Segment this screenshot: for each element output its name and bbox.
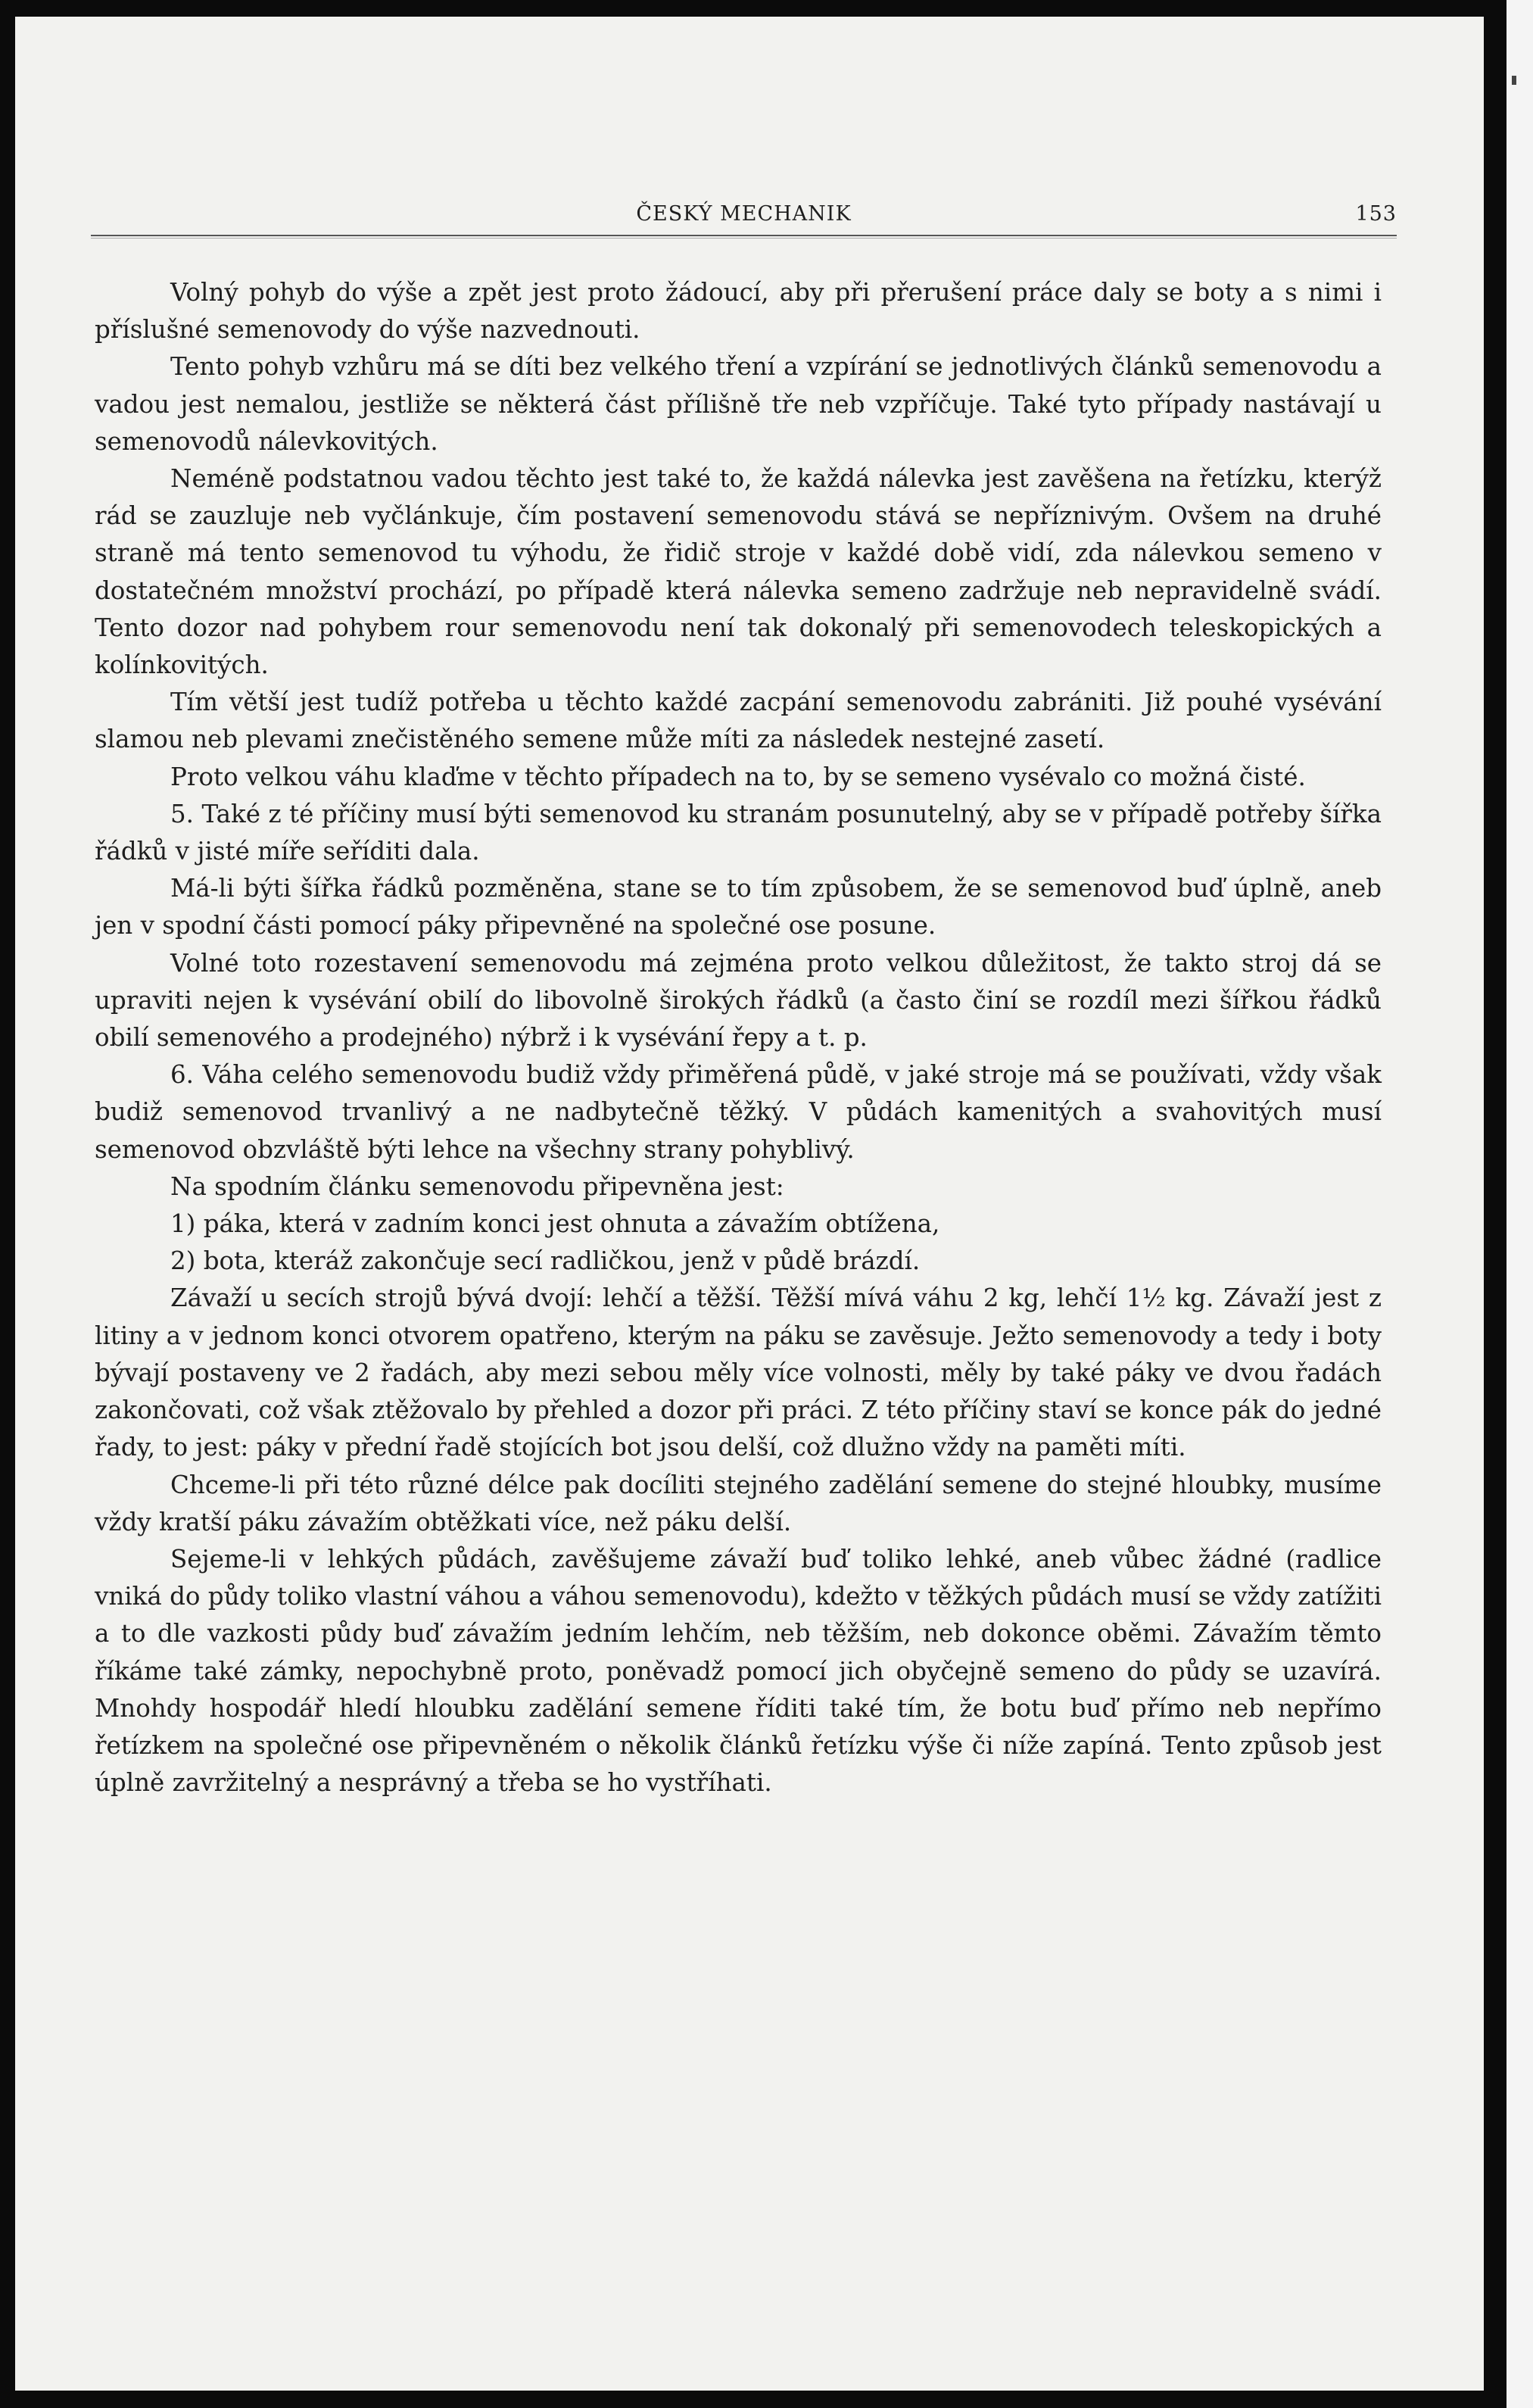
list-item: 2) bota, kteráž zakončuje secí radličkou, jenž v půdě brázdí.: [170, 1246, 921, 1276]
scan-edge: [1507, 0, 1533, 2408]
book-page: [15, 17, 1484, 2391]
header-rule: [91, 235, 1397, 239]
scan-speck: [1512, 76, 1516, 85]
paragraph: Volný pohyb do výše a zpět jest proto žádoucí, aby při přerušení práce daly se boty a s nimi i příslušné semenovody do výše nazvednouti.: [95, 278, 1382, 345]
paragraph: Má-li býti šířka řádků pozměněna, stane se to tím způsobem, že se semenovod buď úplně, aneb jen v spodní části pomocí páky připevněné na společné ose posune.: [95, 874, 1382, 940]
paragraph: 5. Také z té příčiny musí býti semenovod ku stranám posunutelný, aby se v případě potřeby šířka řádků v jisté míře seříditi dala.: [95, 799, 1382, 866]
paragraph: Proto velkou váhu klaďme v těchto případech na to, by se semeno vysévalo co možná čisté.: [170, 762, 1306, 791]
list-item: 1) páka, která v zadním konci jest ohnuta a závažím obtížena,: [170, 1209, 940, 1239]
page-number: 153: [1355, 202, 1397, 226]
running-title: ČESKÝ MECHANIK: [636, 202, 852, 226]
paragraph: Tím větší jest tudíž potřeba u těchto každé zacpání semenovodu zabrániti. Již pouhé vysévání slamou neb plevami znečistěného semene může míti za následek nestejné zasetí.: [95, 688, 1382, 754]
paragraph: Závaží u secích strojů bývá dvojí: lehčí a těžší. Těžší mívá váhu 2 kg, lehčí 1½ kg. Závaží jest z litiny a v jednom konci otvorem opatřeno, kterým na páku se zavěsuje. Ježto semenovody a tedy i boty bývají postaveny ve 2 řadách, aby mezi sebou měly více volnosti, měly by také páky ve dvou řadách zakončovati, což však ztěžovalo by přehled a dozor při práci. Z této příčiny staví se konce pák do jedné řady, to jest: páky v přední řadě stojících bot jsou delší, což dlužno vždy na paměti míti.: [95, 1284, 1382, 1462]
running-head: [91, 202, 1397, 232]
paragraph: Neméně podstatnou vadou těchto jest také to, že každá nálevka jest zavěšena na řetízku, kterýž rád se zauzluje neb vyčlánkuje, čím postavení semenovodu stává se nepříznivým. Ovšem na druhé straně má tento semenovod tu výhodu, že řidič stroje v každé době vidí, zda nálevkou semeno v dostatečném množství prochází, po případě která nálevka semeno zadržuje neb nepravidelně svádí. Tento dozor nad pohybem rour semenovodu není tak dokonalý při semenovodech teleskopických a kolínkovitých.: [95, 464, 1382, 680]
paragraph: Tento pohyb vzhůru má se díti bez velkého tření a vzpírání se jednotlivých článků semenovodu a vadou jest nemalou, jestliže se některá část přílišně tře neb vzpříčuje. Také tyto případy nastávají u semenovodů nálevkovitých.: [95, 352, 1382, 456]
paragraph: Na spodním článku semenovodu připevněna jest:: [170, 1171, 784, 1201]
paragraph: Volné toto rozestavení semenovodu má zejména proto velkou důležitost, že takto stroj dá se upraviti nejen k vysévání obilí do libovolně širokých řádků (a často činí se rozdíl mezi šířkou řádků obilí semenového a prodejného) nýbrž i k vysévání řepy a t. p.: [95, 948, 1382, 1053]
body-text: [95, 274, 1382, 1801]
paragraph: 6. Váha celého semenovodu budiž vždy přiměřená půdě, v jaké stroje má se používati, vždy však budiž semenovod trvanlivý a ne nadbytečně těžký. V půdách kamenitých a svahovitých musí semenovod obzvláště býti lehce na všechny strany pohyblivý.: [95, 1060, 1382, 1164]
paragraph: Sejeme-li v lehkých půdách, zavěšujeme závaží buď toliko lehké, aneb vůbec žádné (radlice vniká do půdy toliko vlastní váhou a váhou semenovodu), kdežto v těžkých půdách musí se vždy zatížiti a to dle vazkosti půdy buď závažím jedním lehčím, neb těžším, neb dokonce oběmi. Závažím těmto říkáme také zámky, nepochybně proto, poněvadž pomocí jich obyčejně semeno do půdy se uzavírá. Mnohdy hospodář hledí hloubku zadělání semene říditi také tím, že botu buď přímo neb nepřímo řetízkem na společné ose připevněném o několik článků řetízku výše či níže zapíná. Tento způsob jest úplně zavržitelný a nesprávný a třeba se ho vystříhati.: [95, 1544, 1382, 1798]
paragraph: Chceme-li při této různé délce pak docíliti stejného zadělání semene do stejné hloubky, musíme vždy kratší páku závažím obtěžkati více, než páku delší.: [95, 1470, 1382, 1536]
